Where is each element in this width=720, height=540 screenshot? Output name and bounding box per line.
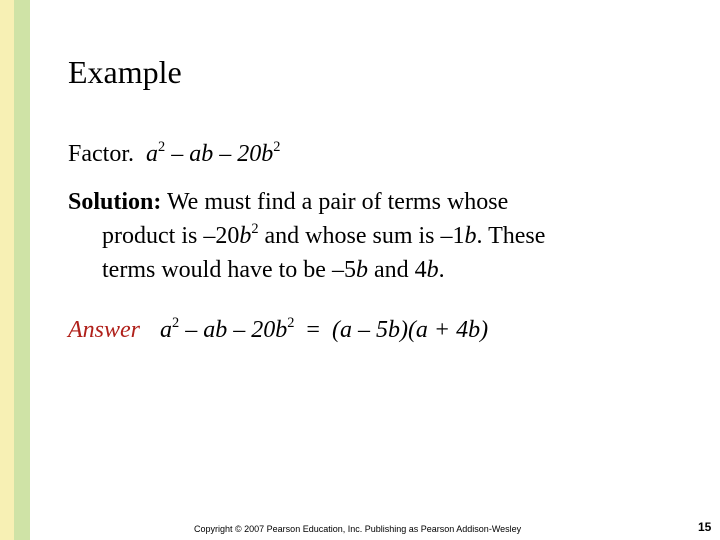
answer-var-b: b — [275, 317, 288, 343]
factor-var-b: b — [261, 141, 274, 167]
page-number: 15 — [698, 520, 712, 534]
answer-var-a: a — [160, 317, 172, 343]
factor-var-a: a — [146, 141, 158, 167]
factor-exponent-1: 2 — [158, 138, 166, 155]
answer-equals: = — [306, 317, 320, 343]
copyright-footer: Copyright © 2007 Pearson Education, Inc. Publishing as Pearson Addison-Wesley — [194, 524, 522, 534]
factor-exponent-2: 2 — [273, 138, 281, 155]
answer-rhs: (a – 5b)(a + 4b) — [331, 317, 489, 343]
left-border-stripe — [0, 0, 14, 540]
solution-line-1 — [68, 185, 668, 219]
solution-var-b4: b — [426, 257, 439, 283]
solution-var-b3: b — [355, 257, 368, 283]
solution-text-1: We must find a pair of terms whose — [161, 189, 509, 215]
answer-line — [68, 314, 488, 346]
factor-expression: – ab – 20 — [165, 141, 262, 167]
solution-label: Solution: — [68, 189, 162, 215]
solution-text-2c: . These — [476, 223, 546, 249]
slide-title: Example — [68, 54, 182, 90]
solution-var-b: b — [239, 223, 252, 249]
factor-line — [68, 138, 280, 170]
solution-line-3 — [68, 253, 668, 287]
solution-text-2a: product is –20 — [102, 223, 240, 249]
solution-exponent: 2 — [251, 220, 259, 237]
answer-lhs: – ab – 20 — [179, 317, 276, 343]
solution-text-3b: and 4 — [367, 257, 427, 283]
answer-exponent-2: 2 — [287, 314, 295, 331]
solution-text-2b: and whose sum is –1 — [258, 223, 465, 249]
solution-text-3c: . — [438, 257, 445, 283]
answer-label: Answer — [68, 317, 140, 343]
solution-paragraph — [68, 185, 668, 287]
solution-text-3a: terms would have to be –5 — [102, 257, 356, 283]
factor-label: Factor. — [68, 141, 134, 167]
solution-line-2 — [68, 219, 668, 253]
left-border-stripe-inner — [14, 0, 30, 540]
solution-var-b2: b — [464, 223, 477, 249]
answer-exponent-1: 2 — [172, 314, 180, 331]
